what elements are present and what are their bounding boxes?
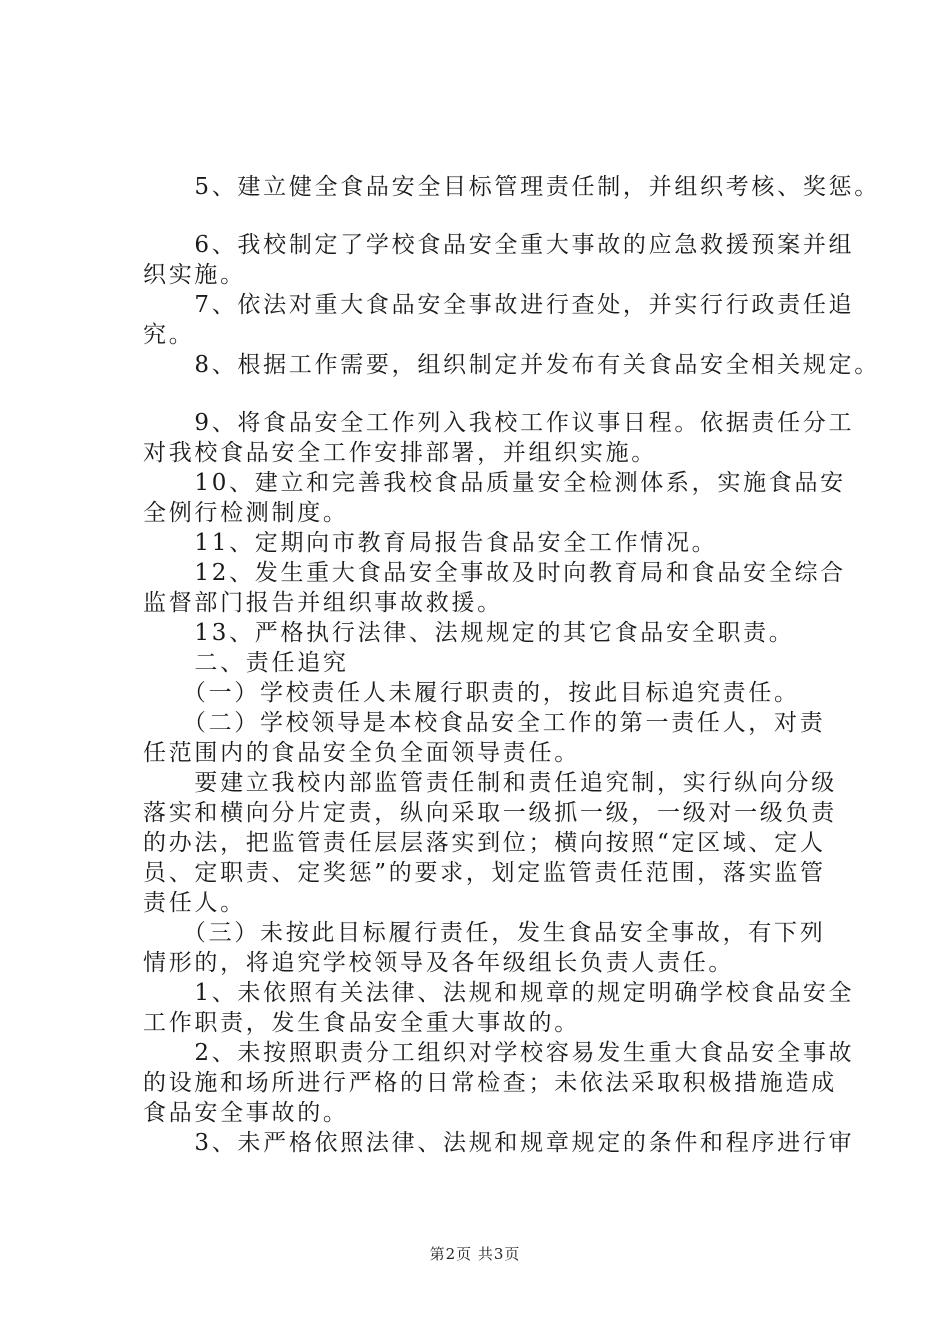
text-line: 的办法，把监管责任层层落实到位；横向按照“定区域、定人: [143, 830, 826, 856]
paragraph: [143, 768, 837, 918]
text-line: （二）学校领导是本校食品安全工作的第一责任人，对责: [143, 710, 826, 736]
text-line: 2、未按照职责分工组织对学校容易发生重大食品安全事故: [143, 1040, 855, 1066]
text-line: 落实和横向分片定责，纵向采取一级抓一级，一级对一级负责: [143, 800, 837, 826]
text-line: 责任人。: [143, 890, 246, 916]
text-line: 6、我校制定了学校食品安全重大事故的应急救援预案并组: [143, 232, 855, 258]
text-line: （三）未按此目标履行责任，发生食品安全事故，有下列: [143, 920, 826, 946]
text-line: 对我校食品安全工作安排部署，并组织实施。: [143, 440, 657, 466]
paragraph: [143, 558, 846, 618]
text-line: 要建立我校内部监管责任制和责任追究制，实行纵向分级: [143, 770, 837, 796]
text-line: 10、建立和完善我校食品质量安全检测体系，实施食品安: [143, 470, 846, 496]
paragraph: [143, 1038, 855, 1128]
text-line: 1、未依照有关法律、法规和规章的规定明确学校食品安全: [143, 980, 855, 1006]
paragraph-spacer: [143, 380, 833, 408]
text-line: 工作职责，发生食品安全重大事故的。: [143, 1010, 580, 1036]
text-line: 7、依法对重大食品安全事故进行查处，并实行行政责任追: [143, 292, 855, 318]
text-line: 二、责任追究: [143, 650, 349, 676]
paragraph-spacer: [143, 202, 833, 230]
paragraph: [143, 678, 833, 708]
text-line: 监督部门报告并组织事故救援。: [143, 590, 503, 616]
document-body: [143, 172, 880, 1158]
text-line: （一）学校责任人未履行职责的，按此目标追究责任。: [143, 680, 800, 706]
text-line: 5、建立健全食品安全目标管理责任制，并组织考核、奖惩。: [143, 174, 880, 200]
paragraph: [143, 528, 833, 558]
text-line: 9、将食品安全工作列入我校工作议事日程。依据责任分工: [143, 410, 855, 436]
paragraph: [143, 350, 880, 380]
paragraph: [143, 468, 846, 528]
paragraph: [143, 618, 833, 648]
text-line: 任范围内的食品安全负全面领导责任。: [143, 740, 580, 766]
paragraph: [143, 978, 855, 1038]
paragraph: [143, 648, 833, 678]
text-line: 13、严格执行法律、法规规定的其它食品安全职责。: [143, 620, 795, 646]
text-line: 食品安全事故的。: [143, 1100, 349, 1126]
paragraph: [143, 230, 855, 290]
page-footer: 第2页 共3页: [429, 1245, 521, 1263]
paragraph: [143, 918, 833, 978]
text-line: 的设施和场所进行严格的日常检查；未依法采取积极措施造成: [143, 1070, 837, 1096]
paragraph: [143, 290, 855, 350]
text-line: 究。: [143, 322, 195, 348]
text-line: 3、未严格依照法律、法规和规章规定的条件和程序进行审: [143, 1130, 855, 1156]
paragraph: [143, 172, 880, 202]
text-line: 12、发生重大食品安全事故及时向教育局和食品安全综合: [143, 560, 846, 586]
text-line: 11、定期向市教育局报告食品安全工作情况。: [143, 530, 718, 556]
text-line: 全例行检测制度。: [143, 500, 349, 526]
paragraph: [143, 708, 833, 768]
text-line: 织实施。: [143, 262, 246, 288]
text-line: 8、根据工作需要，组织制定并发布有关食品安全相关规定。: [143, 352, 880, 378]
paragraph: [143, 408, 855, 468]
paragraph: [143, 1128, 855, 1158]
text-line: 情形的，将追究学校领导及各年级组长负责人责任。: [143, 950, 735, 976]
text-line: 员、定职责、定奖惩”的要求，划定监管责任范围，落实监管: [143, 860, 826, 886]
